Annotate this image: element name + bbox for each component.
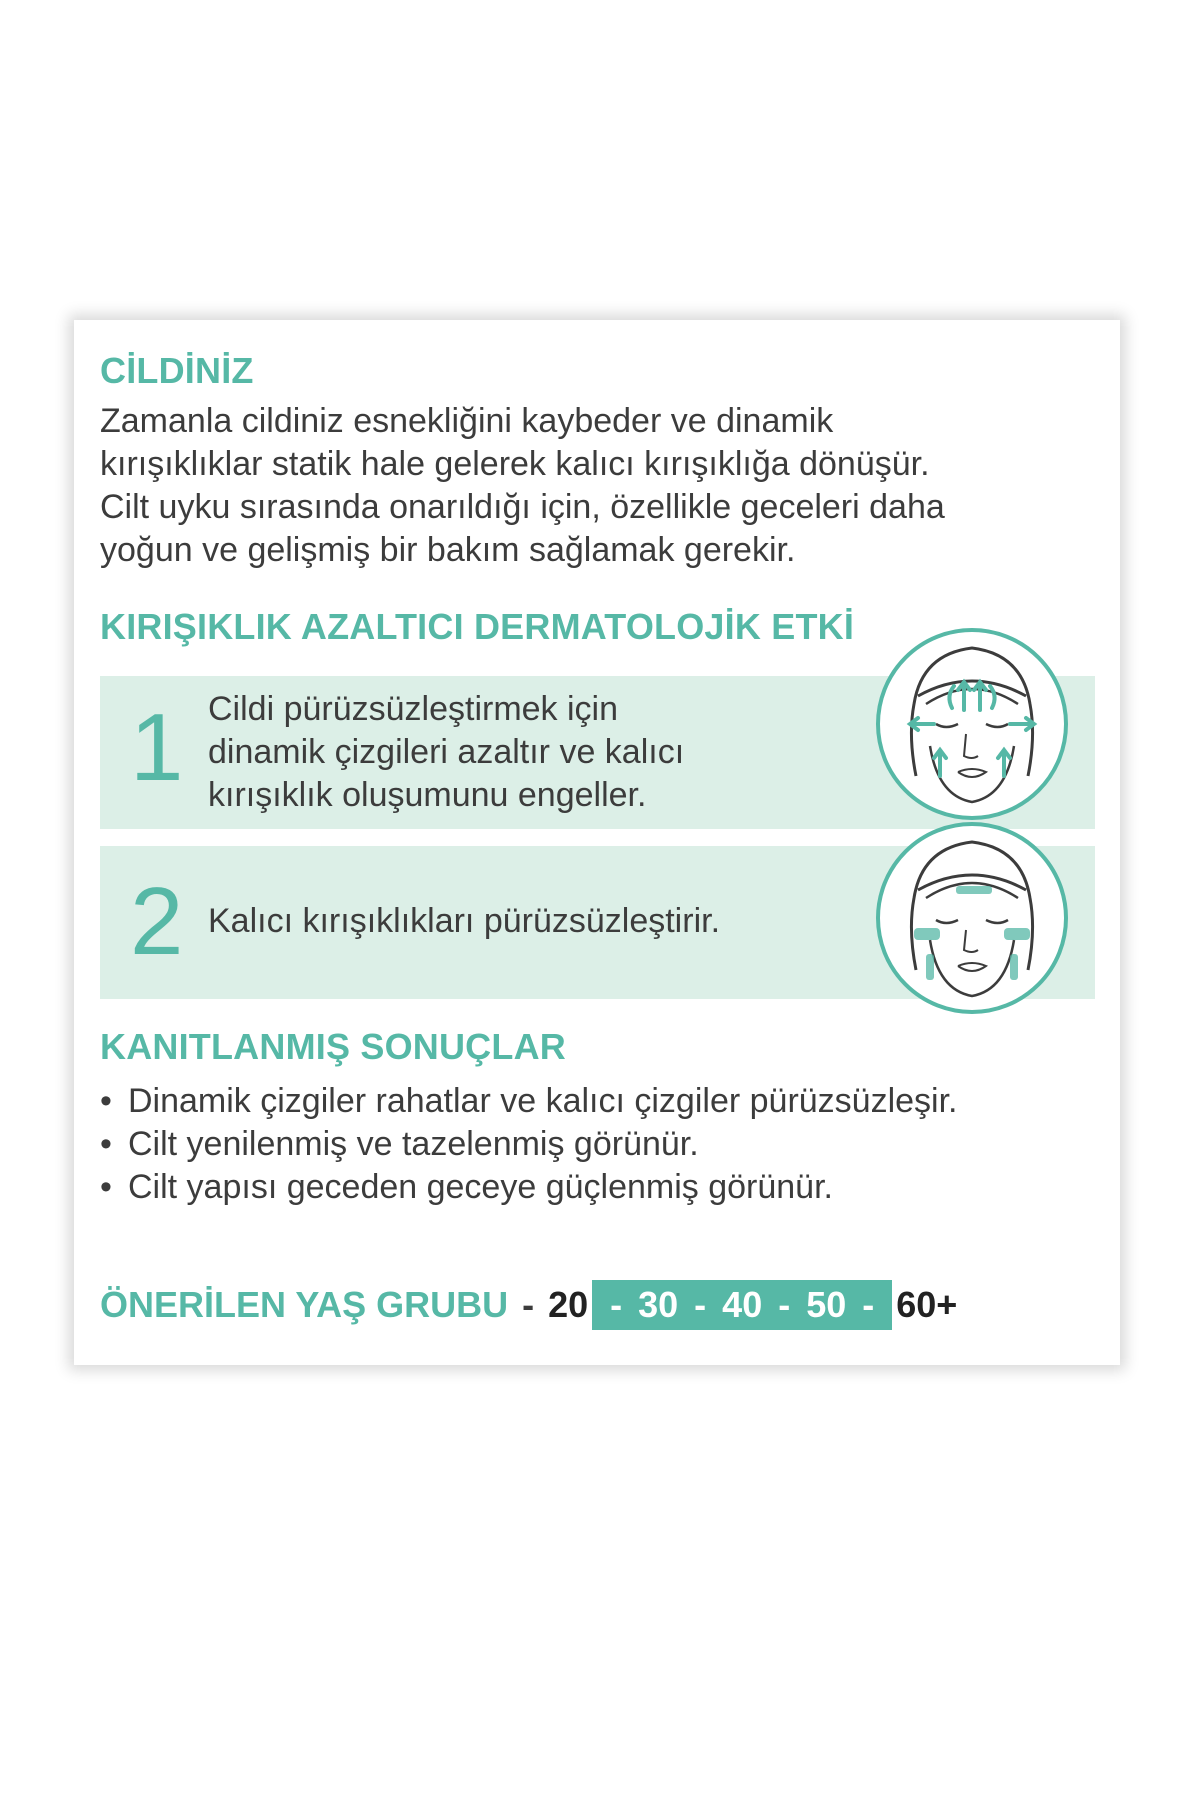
- age-band-item: -: [778, 1284, 791, 1325]
- results-title: KANITLANMIŞ SONUÇLAR: [100, 1026, 566, 1067]
- step-1-line: dinamik çizgileri azaltır ve kalıcı: [208, 733, 685, 771]
- step-1-number: 1: [130, 694, 184, 801]
- age-band-item: 50: [806, 1284, 847, 1325]
- bullet: •: [100, 1125, 112, 1163]
- age-group-dash: -: [522, 1284, 535, 1325]
- step-2-text: [208, 900, 720, 943]
- face-treatment-zones-icon: [874, 820, 1070, 1016]
- skin-line: kırışıklıklar statik hale gelerek kalıcı kırışıklığa dönüşür.: [100, 445, 930, 483]
- skin-title: CİLDİNİZ: [100, 350, 254, 391]
- step-1-line: Cildi pürüzsüzleştirmek için: [208, 690, 619, 728]
- age-start: 20: [548, 1284, 589, 1325]
- skin-line: Zamanla cildiniz esnekliğini kaybeder ve dinamik: [100, 402, 834, 440]
- list-item: [100, 1166, 1110, 1209]
- step-1-line: kırışıklık oluşumunu engeller.: [208, 776, 647, 814]
- result-text: Cilt yapısı geceden geceye güçlenmiş görünür.: [128, 1168, 833, 1206]
- skin-line: Cilt uyku sırasında onarıldığı için, özellikle geceleri daha: [100, 488, 945, 526]
- list-item: [100, 1123, 1110, 1166]
- step-2-line: Kalıcı kırışıklıkları pürüzsüzleştirir.: [208, 902, 721, 940]
- step-1-text: [208, 688, 684, 817]
- results-list: [100, 1080, 1110, 1209]
- skin-description: [100, 400, 1100, 572]
- age-band-item: -: [862, 1284, 875, 1325]
- age-band-item: 30: [638, 1284, 679, 1325]
- age-highlight-band: [592, 1280, 892, 1330]
- age-band-item: -: [610, 1284, 623, 1325]
- age-group-row: [100, 1280, 957, 1330]
- info-card: [74, 320, 1120, 1365]
- face-massage-arrows-icon: [874, 626, 1070, 822]
- effect-title: KIRIŞIKLIK AZALTICI DERMATOLOJİK ETKİ: [100, 606, 855, 647]
- step-2-number: 2: [130, 868, 184, 975]
- result-text: Cilt yenilenmiş ve tazelenmiş görünür.: [128, 1125, 699, 1163]
- list-item: [100, 1080, 1110, 1123]
- result-text: Dinamik çizgiler rahatlar ve kalıcı çizgiler pürüzsüzleşir.: [128, 1082, 958, 1120]
- bullet: •: [100, 1168, 112, 1206]
- skin-line: yoğun ve gelişmiş bir bakım sağlamak gerekir.: [100, 531, 796, 569]
- age-end: 60+: [896, 1284, 958, 1325]
- age-group-label: ÖNERİLEN YAŞ GRUBU: [100, 1284, 509, 1325]
- age-band-item: 40: [722, 1284, 763, 1325]
- age-band-item: -: [694, 1284, 707, 1325]
- bullet: •: [100, 1082, 112, 1120]
